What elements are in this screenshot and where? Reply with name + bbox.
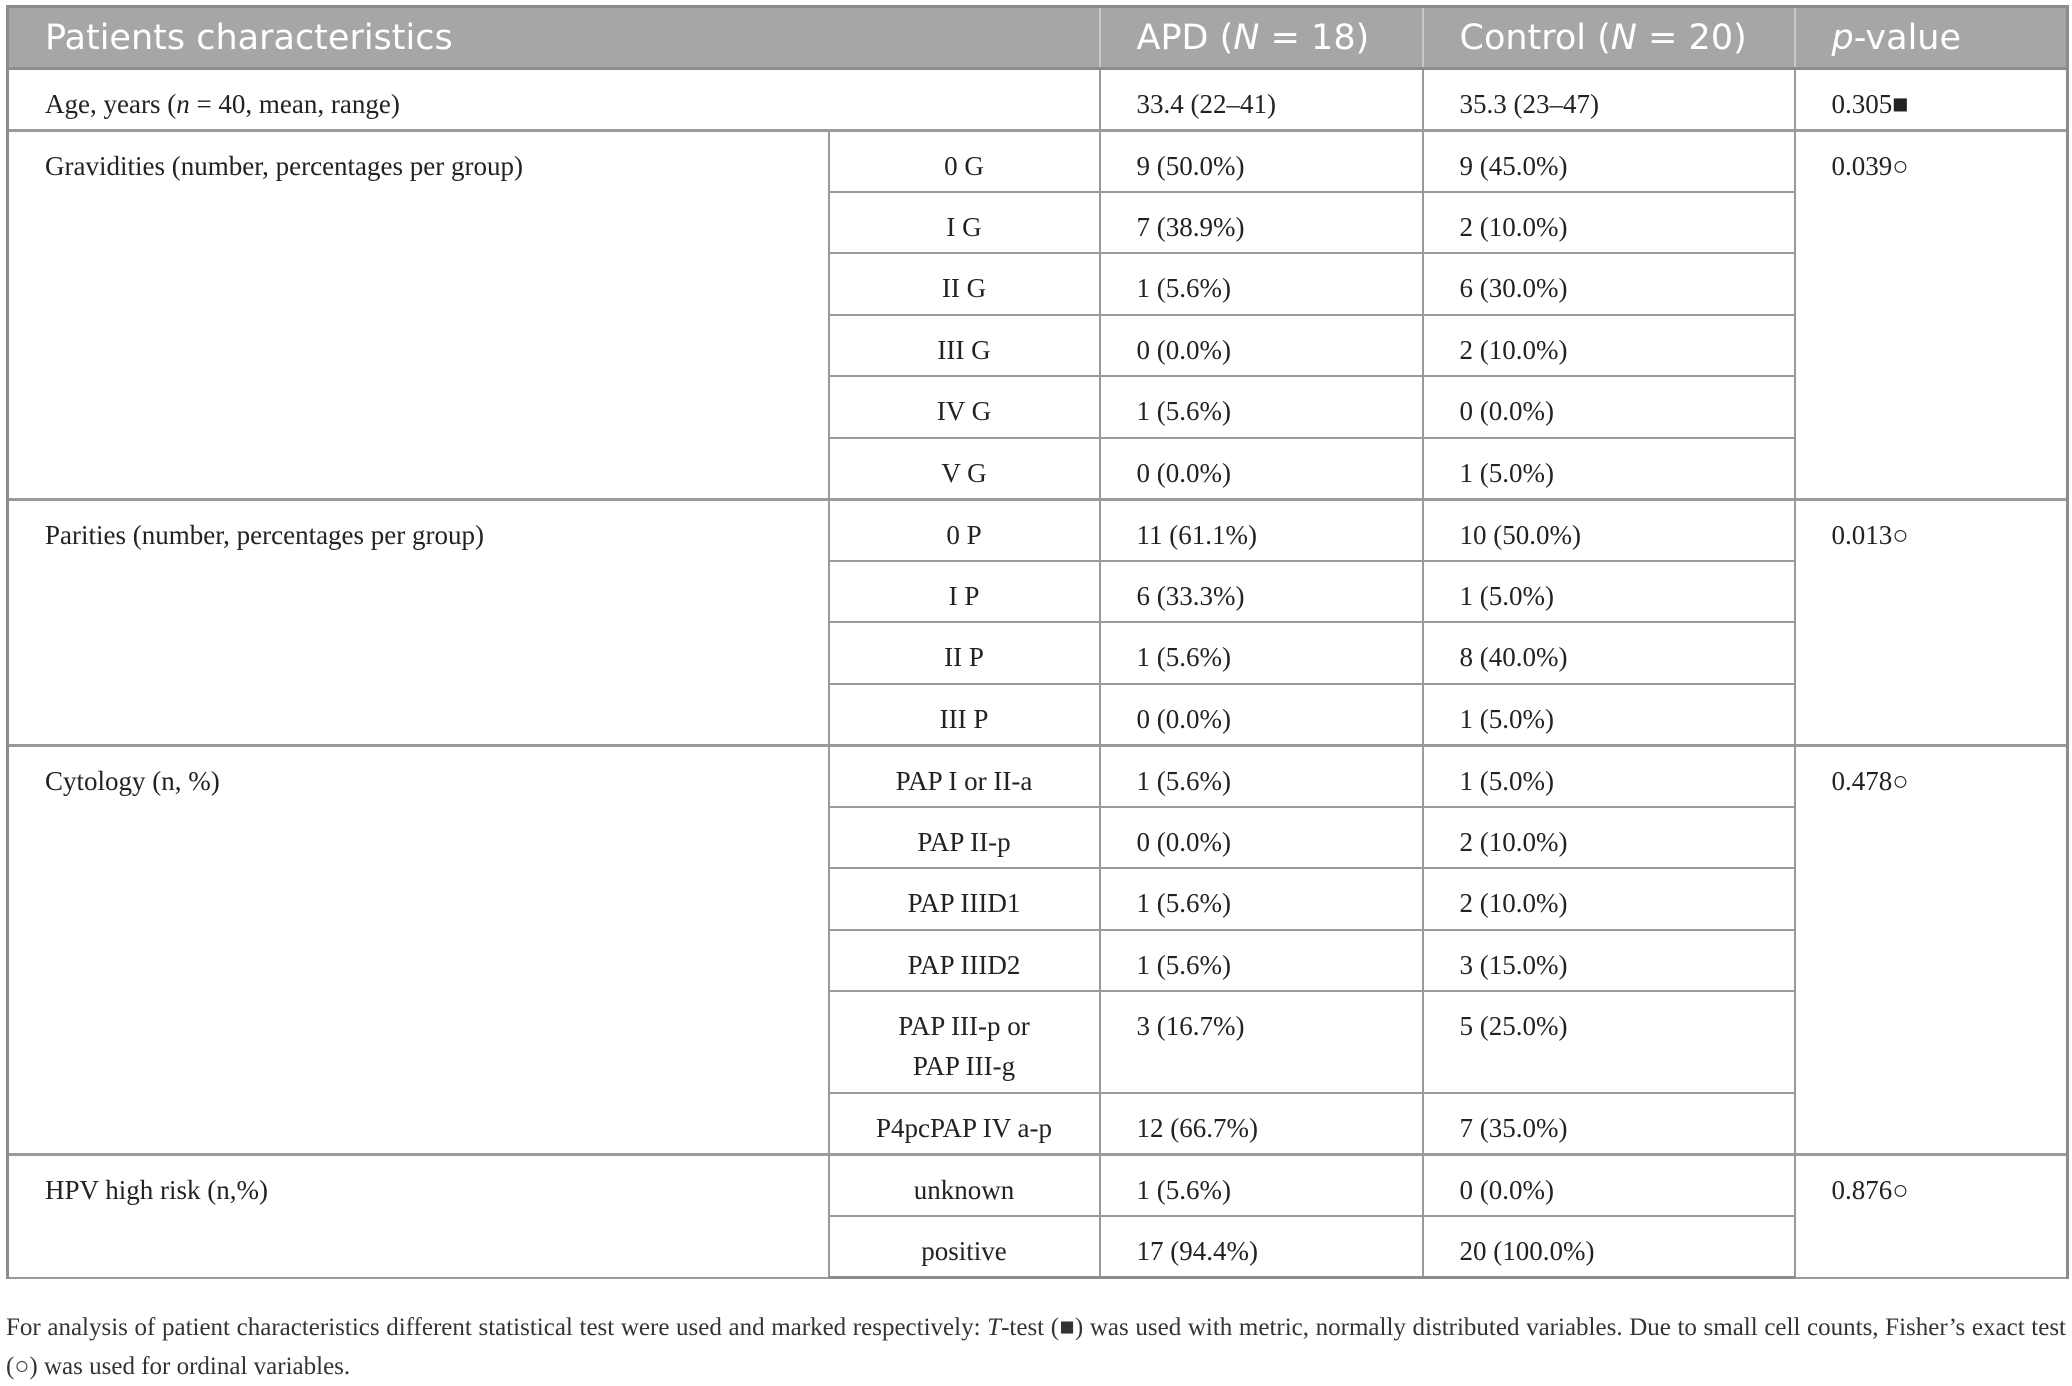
- cytology-control: 5 (25.0%): [1423, 991, 1795, 1093]
- gravidities-apd: 1 (5.6%): [1100, 253, 1423, 315]
- cytology-apd: 1 (5.6%): [1100, 930, 1423, 992]
- gravidities-sub: II G: [829, 253, 1100, 315]
- parities-sub: II P: [829, 622, 1100, 684]
- gravidities-control: 0 (0.0%): [1423, 376, 1795, 438]
- cytology-sub: PAP II-p: [829, 807, 1100, 869]
- patient-characteristics-table-wrapper: [6, 5, 2066, 1279]
- parities-p-value: 0.013○: [1795, 499, 2068, 745]
- cytology-apd: 1 (5.6%): [1100, 868, 1423, 930]
- table-row: [8, 1155, 2068, 1217]
- gravidities-apd: 0 (0.0%): [1100, 438, 1423, 500]
- parities-control: 1 (5.0%): [1423, 684, 1795, 746]
- table-row: [8, 499, 2068, 561]
- age-label: Age, years (n = 40, mean, range): [8, 69, 1100, 131]
- cytology-sub-line1: PAP III-p or: [898, 1011, 1030, 1041]
- hpv-apd: 1 (5.6%): [1100, 1155, 1423, 1217]
- hpv-control: 0 (0.0%): [1423, 1155, 1795, 1217]
- cytology-sub: PAP IIID1: [829, 868, 1100, 930]
- gravidities-sub: 0 G: [829, 130, 1100, 192]
- footnote-part2: -test (■) was used with metric, normally distributed variables. Due to small cell counts, Fisher’s exact test (○) was used for ordinal variables.: [6, 1314, 2066, 1380]
- hpv-sub: positive: [829, 1216, 1100, 1278]
- parities-sub: I P: [829, 561, 1100, 623]
- gravidities-apd: 0 (0.0%): [1100, 315, 1423, 377]
- header-apd: APD (N = 18): [1100, 7, 1423, 69]
- footnote-part1: For analysis of patient characteristics different statistical test were used and marked respectively:: [6, 1314, 988, 1341]
- gravidities-p-value: 0.039○: [1795, 130, 2068, 499]
- cytology-control: 2 (10.0%): [1423, 868, 1795, 930]
- gravidities-apd: 7 (38.9%): [1100, 192, 1423, 254]
- parities-apd: 11 (61.1%): [1100, 499, 1423, 561]
- cytology-label: Cytology (n, %): [8, 745, 829, 1155]
- age-p-value: 0.305■: [1795, 69, 2068, 131]
- cytology-sub: PAP IIID2: [829, 930, 1100, 992]
- gravidities-sub: IV G: [829, 376, 1100, 438]
- table-row: [8, 130, 2068, 192]
- cytology-control: 3 (15.0%): [1423, 930, 1795, 992]
- gravidities-control: 1 (5.0%): [1423, 438, 1795, 500]
- parities-label: Parities (number, percentages per group): [8, 499, 829, 745]
- cytology-sub: [829, 991, 1100, 1093]
- cytology-apd: 0 (0.0%): [1100, 807, 1423, 869]
- hpv-label: HPV high risk (n,%): [8, 1155, 829, 1278]
- cytology-control: 7 (35.0%): [1423, 1093, 1795, 1155]
- header-control: Control (N = 20): [1423, 7, 1795, 69]
- parities-control: 10 (50.0%): [1423, 499, 1795, 561]
- hpv-sub: unknown: [829, 1155, 1100, 1217]
- parities-apd: 1 (5.6%): [1100, 622, 1423, 684]
- cytology-p-value: 0.478○: [1795, 745, 2068, 1155]
- cytology-apd: 3 (16.7%): [1100, 991, 1423, 1093]
- gravidities-sub: III G: [829, 315, 1100, 377]
- gravidities-sub: I G: [829, 192, 1100, 254]
- table-row: [8, 745, 2068, 807]
- age-apd: 33.4 (22–41): [1100, 69, 1423, 131]
- gravidities-control: 6 (30.0%): [1423, 253, 1795, 315]
- parities-control: 1 (5.0%): [1423, 561, 1795, 623]
- parities-sub: III P: [829, 684, 1100, 746]
- parities-apd: 0 (0.0%): [1100, 684, 1423, 746]
- gravidities-apd: 9 (50.0%): [1100, 130, 1423, 192]
- cytology-apd: 12 (66.7%): [1100, 1093, 1423, 1155]
- cytology-control: 1 (5.0%): [1423, 745, 1795, 807]
- cytology-control: 2 (10.0%): [1423, 807, 1795, 869]
- hpv-control: 20 (100.0%): [1423, 1216, 1795, 1278]
- cytology-sub: PAP I or II-a: [829, 745, 1100, 807]
- table-header-row: [8, 7, 2068, 69]
- gravidities-apd: 1 (5.6%): [1100, 376, 1423, 438]
- footnote-ttest: T: [987, 1314, 1002, 1341]
- patient-characteristics-table: [6, 5, 2069, 1279]
- cytology-sub: P4pcPAP IV a-p: [829, 1093, 1100, 1155]
- hpv-apd: 17 (94.4%): [1100, 1216, 1423, 1278]
- table-row-age: [8, 69, 2068, 131]
- parities-sub: 0 P: [829, 499, 1100, 561]
- age-control: 35.3 (23–47): [1423, 69, 1795, 131]
- cytology-sub-line2: PAP III-g: [912, 1051, 1016, 1081]
- table-footnote: [6, 1308, 2066, 1386]
- parities-control: 8 (40.0%): [1423, 622, 1795, 684]
- cytology-apd: 1 (5.6%): [1100, 745, 1423, 807]
- gravidities-label: Gravidities (number, percentages per group): [8, 130, 829, 499]
- gravidities-control: 9 (45.0%): [1423, 130, 1795, 192]
- gravidities-sub: V G: [829, 438, 1100, 500]
- gravidities-control: 2 (10.0%): [1423, 192, 1795, 254]
- parities-apd: 6 (33.3%): [1100, 561, 1423, 623]
- hpv-p-value: 0.876○: [1795, 1155, 2068, 1278]
- header-p-value: p-value: [1795, 7, 2068, 69]
- header-patients-characteristics: Patients characteristics: [8, 7, 1100, 69]
- gravidities-control: 2 (10.0%): [1423, 315, 1795, 377]
